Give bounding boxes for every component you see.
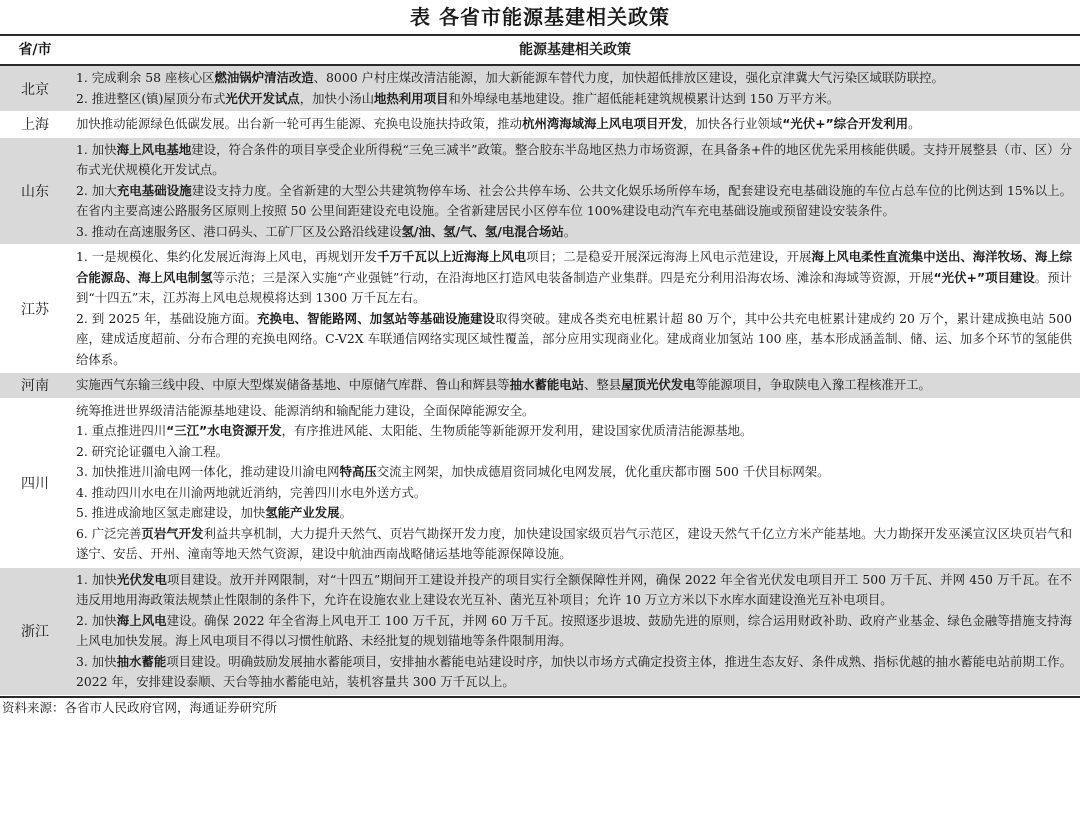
policy-text: 1. 加快 (76, 141, 117, 157)
policy-text: ，有序推进风能、太阳能、生物质能等新能源开发利用，建设国家优质清洁能源基地。 (281, 423, 753, 438)
source-note: 资料来源：各省市人民政府官网，海通证券研究所 (2, 699, 278, 715)
policy-text: 2. 加快 (76, 612, 117, 628)
policy-text: 取得突破。建成各类充电桩累计超 80 万个，其中公共充电桩累计建成约 20 万个，累计建成换电站 500 座，建成适度超前、分布合理的充换电网络。C-V2X 车联通信网络实现区域性覆盖，部分应用实现商业化。建成商业加氢站 100 座，基本形成涵盖制、储、运、加多个环节的氢能供给体系。 (76, 310, 1072, 367)
policy-highlight: 光伏开发试点 (225, 90, 300, 106)
policy-item (76, 611, 1072, 652)
policy-text: 。预计到“十四五”末，江苏海上风电总规模将达到 1300 万千瓦左右。 (76, 269, 1073, 305)
policy-text: 和外埠绿电基地建设。推广超低能耗建筑规模累计达到 150 万平方米。 (448, 90, 840, 106)
policy-item (76, 421, 1072, 442)
province-cell: 山东 (21, 183, 49, 200)
table-row (0, 138, 1080, 246)
policy-item (76, 309, 1072, 371)
province-cell: 上海 (21, 117, 49, 134)
policy-text: 1. 一是规模化、集约化发展近海海上风电，再规划开发 (76, 249, 378, 264)
policy-text: 2. 推进整区(镇)屋顶分布式 (76, 90, 226, 106)
policy-item (76, 222, 1072, 243)
table-body (0, 66, 1080, 696)
table-row (0, 399, 1080, 568)
policy-item (76, 89, 1072, 110)
policy-text: 等能源项目，争取陕电入豫工程核准开工。 (695, 377, 931, 392)
policy-text: 1. 加快 (76, 571, 117, 587)
policy-text: 5. 推进成渝地区氢走廊建设，加快 (76, 505, 266, 520)
policy-text: 项目；二是稳妥开展深远海海上风电示范建设，开展 (526, 249, 812, 264)
policy-cell (70, 245, 1080, 372)
policy-cell (70, 112, 1080, 137)
province-cell: 浙江 (21, 624, 49, 640)
policy-text: 。 (563, 223, 577, 239)
policy-item (76, 503, 1072, 524)
policy-highlight: 海上风电柔性直流集中送出、海洋牧场、海上综合能源岛、海上风电制氢 (76, 249, 1073, 285)
policy-highlight: 特高压 (339, 464, 377, 479)
policy-item (76, 68, 1072, 89)
policy-text: 3. 推动在高速服务区、港口码头、工矿厂区及公路沿线建设 (76, 223, 402, 239)
policy-item (76, 247, 1072, 309)
policy-highlight: 氢能产业发展 (265, 505, 340, 520)
policy-text: 建设，符合条件的项目享受企业所得税“三免三减半”政策。整合胶东半岛地区热力市场资源，在具备条+件的地区优先采用核能供暖。支持开展整县（市、区）分布式光伏规模化开发试点。 (76, 141, 1072, 177)
policy-highlight: 海上风电基地 (116, 141, 192, 157)
policy-text: 利益共享机制，大力提升天然气、页岩气勘探开发力度，加快建设国家级页岩气示范区，建设天然气千亿立方米产能基地。大力勘探开发巫溪宣汉区块页岩气和遂宁、安岳、开州、潼南等地天然气资源，建设中航油西南战略储运基地等能源保障设施。 (76, 525, 1073, 561)
policy-text: 统筹推进世界级清洁能源基地建设、能源消纳和输配能力建设，全面保障能源安全。 (76, 402, 535, 418)
province-cell: 四川 (21, 475, 49, 492)
policy-highlight: 页岩气开发 (141, 525, 204, 541)
policy-text: 1. 完成剩余 58 座核心区 (76, 70, 215, 85)
policy-highlight: 抽水蓄能电站 (509, 377, 585, 392)
policy-item (76, 483, 1072, 504)
policy-item (76, 570, 1072, 611)
policy-text: 交流主网架，加快成德眉资同城化电网发展，优化重庆都市圈 500 千伏目标网架。 (376, 464, 830, 479)
policy-item (76, 401, 1072, 422)
policy-text: 1. 重点推进四川 (76, 423, 167, 438)
header-policy: 能源基建相关政策 (519, 42, 631, 58)
policy-highlight: 地热利用项目 (374, 90, 449, 106)
table-header (0, 36, 1080, 66)
policy-cell (70, 66, 1080, 111)
policy-highlight: 燃油锅炉清洁改造 (214, 70, 314, 85)
policy-text: 2. 到 2025 年，基础设施方面。 (76, 310, 257, 326)
policy-highlight: “三江”水电资源开发 (166, 423, 282, 438)
policy-highlight: 屋顶光伏发电 (621, 377, 696, 392)
policy-cell (70, 373, 1080, 398)
policy-table (0, 34, 1080, 698)
policy-text: 加快推动能源绿色低碳发展。出台新一轮可再生能源、充换电设施扶持政策，推动 (76, 116, 523, 131)
policy-item (76, 114, 1072, 135)
policy-text: ，加快各行业领域 (683, 116, 783, 131)
policy-text: 、8000 户村庄煤改清洁能源，加大新能源车替代力度，加快超低排放区建设，强化京津冀大气污染区域联防联控。 (313, 70, 944, 85)
policy-highlight: 千万千瓦以上近海海上风电 (377, 249, 527, 264)
policy-highlight: 氢/油、氢/气、氢/电混合场站 (401, 223, 564, 239)
province-cell: 江苏 (21, 301, 49, 318)
policy-cell (70, 568, 1080, 695)
policy-text: 4. 推动四川水电在川渝两地就近消纳，完善四川水电外送方式。 (76, 484, 427, 500)
policy-cell (70, 138, 1080, 245)
policy-text: 2. 研究论证疆电入渝工程。 (76, 443, 229, 459)
policy-highlight: “光伏+”综合开发利用 (782, 116, 909, 131)
policy-text: 2. 加大 (76, 182, 117, 198)
policy-highlight: 充换电、智能路网、加氢站等基础设施建设 (256, 310, 496, 326)
province-cell: 河南 (21, 378, 49, 395)
policy-text: 3. 加快推进川渝电网一体化，推动建设川渝电网 (76, 464, 340, 479)
policy-item (76, 375, 1072, 396)
policy-item (76, 140, 1072, 181)
table-row (0, 373, 1080, 399)
policy-text: 3. 加快 (76, 653, 117, 669)
table-title: 表 各省市能源基建相关政策 (410, 5, 670, 29)
policy-highlight: 海上风电 (116, 612, 167, 628)
table-row (0, 112, 1080, 138)
table-row (0, 245, 1080, 373)
policy-highlight: 抽水蓄能 (116, 653, 167, 669)
policy-text: ，加快小汤山 (299, 90, 375, 106)
policy-highlight: 杭州湾海域海上风电项目开发 (522, 116, 684, 131)
policy-text: 建设支持力度。全省新建的大型公共建筑物停车场、社会公共停车场、公共文化娱乐场所停车场，配套建设充电基础设施的车位占总车位的比例达到 15%以上。在省内主要高速公路服务区原则上按照 50 公里间距建设充电设施。全省新建居民小区停车位 100%建设电动汽车充电基础设施或预留建设安装条件。 (76, 182, 1073, 218)
policy-item (76, 462, 1072, 483)
table-row (0, 66, 1080, 112)
policy-text: 建设。确保 2022 年全省海上风电开工 100 万千瓦，并网 60 万千瓦。按照逐步退坡、鼓励先进的原则，综合运用财政补助、政府产业基金、绿色金融等措施支持海上风电加快发展。海上风电项目不得以习惯性航路、未经批复的规划锚地等条件限制用海。 (76, 612, 1072, 648)
policy-item (76, 652, 1072, 693)
policy-cell (70, 399, 1080, 567)
policy-item (76, 442, 1072, 463)
province-cell: 北京 (21, 81, 49, 98)
policy-item (76, 181, 1072, 222)
policy-highlight: 充电基础设施 (116, 182, 192, 198)
policy-highlight: 光伏发电 (116, 571, 168, 587)
policy-text: 项目建设。放开并网限制，对“十四五”期间开工建设并投产的项目实行全额保障性并网，确保 2022 年全省光伏发电项目开工 500 万千瓦、并网 450 万千瓦。在不违反用地用海政策法规禁止性限制的条件下，允许在设施农业上建设农光互补、菌光互补项目；允许 10 万立方米以下水库水面建设渔光互补电项目。 (76, 571, 1072, 607)
policy-text: 6. 广泛完善 (76, 525, 142, 541)
header-province: 省/市 (18, 42, 52, 58)
policy-text: 、整县 (584, 377, 622, 392)
policy-text: 项目建设。明确鼓励发展抽水蓄能项目，安排抽水蓄能电站建设时序，加快以市场方式确定投资主体，推进生态友好、条件成熟、指标优越的抽水蓄能电站前期工作。2022 年，安排建设泰顺、天台等抽水蓄能电站，装机容量共 300 万千瓦以上。 (76, 653, 1073, 689)
policy-text: 实施西气东输三线中段、中原大型煤炭储备基地、中原储气库群、鲁山和辉县等 (76, 377, 510, 392)
policy-text: 。 (908, 116, 921, 131)
policy-item (76, 524, 1072, 565)
table-row (0, 568, 1080, 696)
policy-text: 等示范；三是深入实施“产业强链”行动，在沿海地区打造风电装备制造产业集群。四是充分利用沿海农场、滩涂和海域等资源，开展 (212, 269, 934, 285)
policy-highlight: “光伏+”项目建设 (933, 269, 1035, 285)
policy-text: 。 (339, 505, 352, 520)
